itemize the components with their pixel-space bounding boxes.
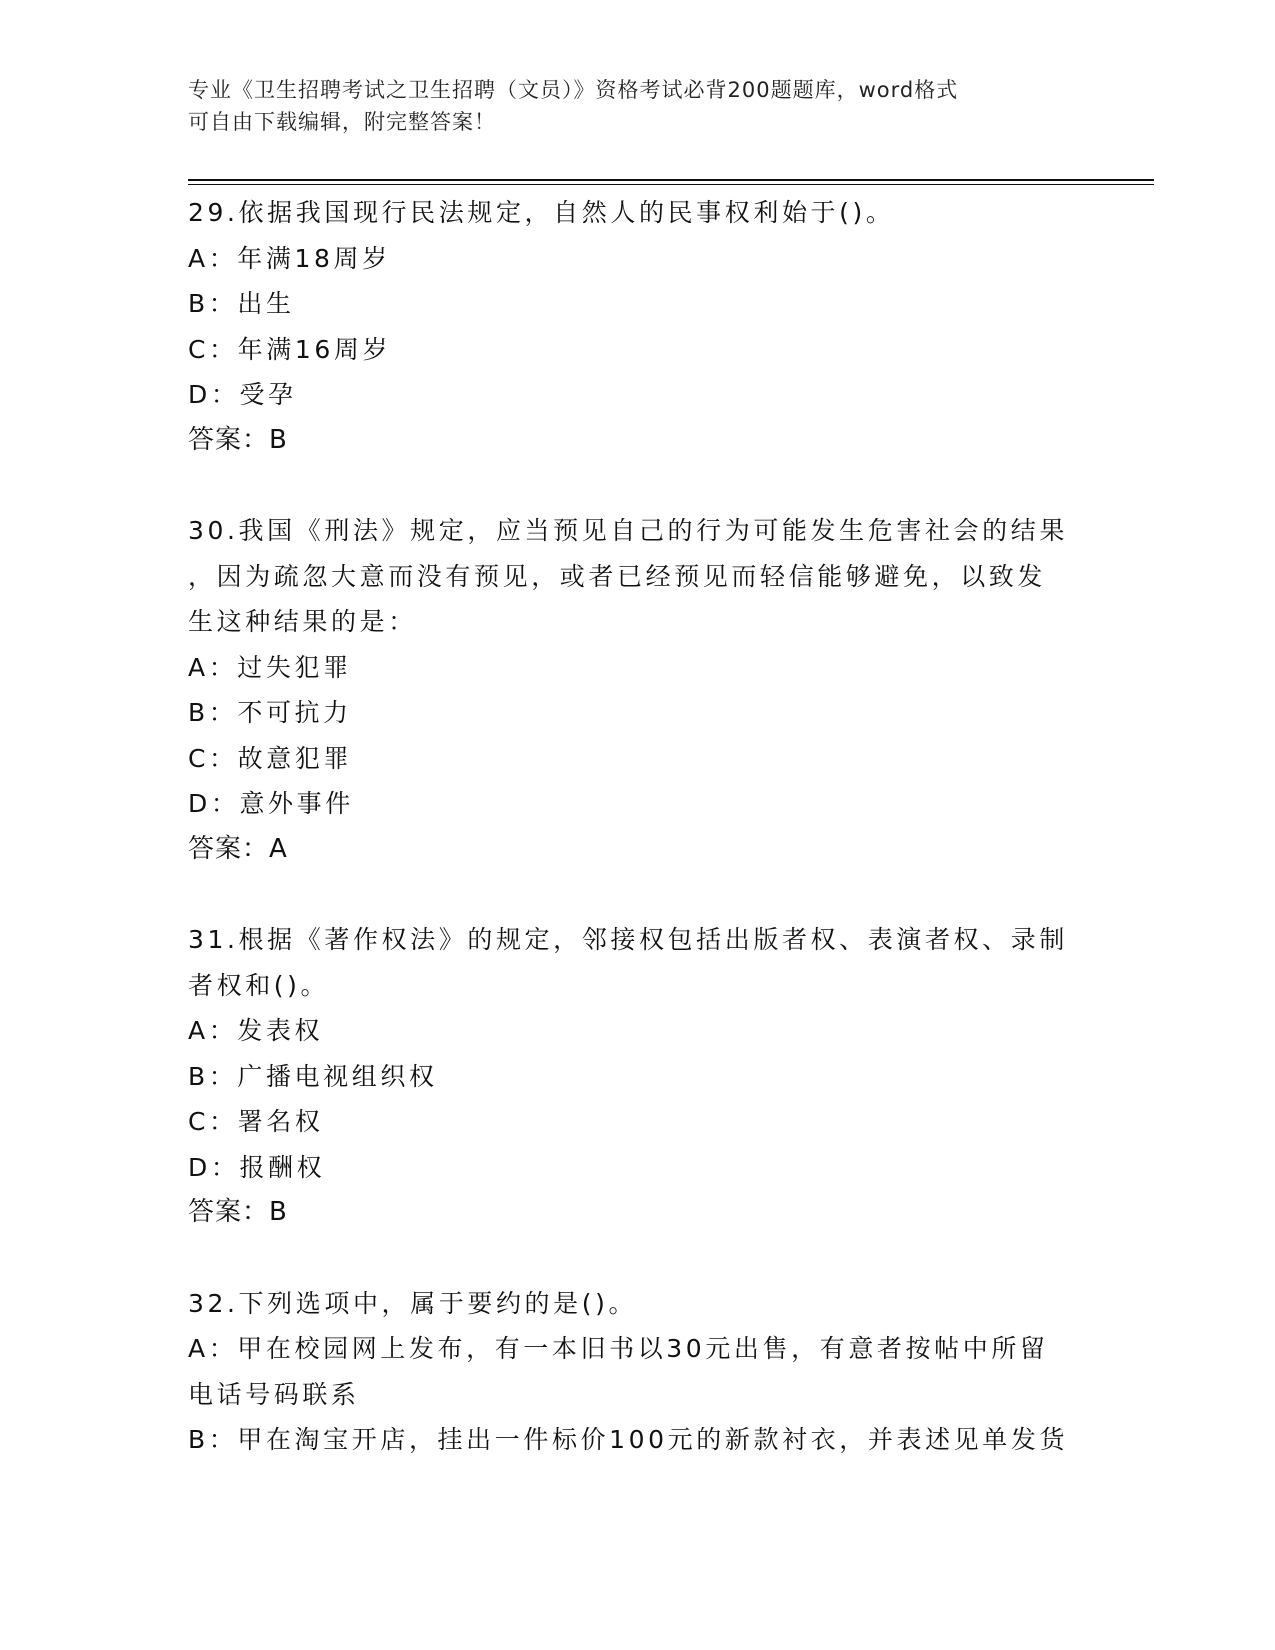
option-b: B：甲在淘宝开店，挂出一件标价100元的新款衬衣，并表述见单发货 [188, 1425, 1069, 1454]
option-c: C：署名权 [188, 1107, 324, 1136]
option-b: B：不可抗力 [188, 698, 352, 727]
answer-line: 答案：B [188, 424, 288, 455]
option-d: D：报酬权 [188, 1152, 326, 1182]
answer-line: 答案：A [188, 833, 288, 864]
option-a-continued: 电话号码联系 [188, 1379, 360, 1409]
question-block [188, 1281, 1088, 1463]
option-d: D：受孕 [188, 380, 297, 409]
question-stem-line: ，因为疏忽大意而没有预见，或者已经预见而轻信能够避免，以致发 [188, 561, 1047, 591]
option-a: A：过失犯罪 [188, 652, 352, 682]
question-stem-line: 29.依据我国现行民法规定，自然人的民事权利始于()。 [188, 198, 895, 227]
option-b: B：广播电视组织权 [188, 1061, 438, 1091]
question-list [188, 190, 1088, 1508]
question-stem-line: 32.下列选项中，属于要约的是()。 [188, 1288, 638, 1318]
question-stem-line: 30.我国《刑法》规定，应当预见自己的行为可能发生危害社会的结果 [188, 516, 1068, 545]
question-stem-line: 者权和()。 [188, 970, 330, 1000]
option-a: A：甲在校园网上发布，有一本旧书以30元出售，有意者按帖中所留 [188, 1334, 1049, 1363]
header-divider-thick [188, 179, 1154, 181]
header-line-2: 可自由下载编辑，附完整答案！ [188, 110, 496, 134]
document-header [188, 74, 1088, 138]
question-block [188, 190, 1088, 463]
header-divider-thin [188, 184, 1154, 185]
option-c: C：故意犯罪 [188, 743, 353, 773]
option-d: D：意外事件 [188, 789, 354, 818]
option-c: C：年满16周岁 [188, 334, 392, 364]
header-line-1: 专业《卫生招聘考试之卫生招聘（文员）》资格考试必背200题题库，word格式 [188, 78, 959, 102]
question-block [188, 508, 1088, 872]
question-stem-line: 31.根据《著作权法》的规定，邻接权包括出版者权、表演者权、录制 [188, 925, 1068, 954]
option-a: A：年满18周岁 [188, 243, 391, 273]
answer-line: 答案：B [188, 1197, 288, 1227]
question-block [188, 917, 1088, 1236]
option-b: B：出生 [188, 289, 295, 318]
option-a: A：发表权 [188, 1016, 324, 1045]
question-stem-line: 生这种结果的是： [188, 607, 417, 636]
